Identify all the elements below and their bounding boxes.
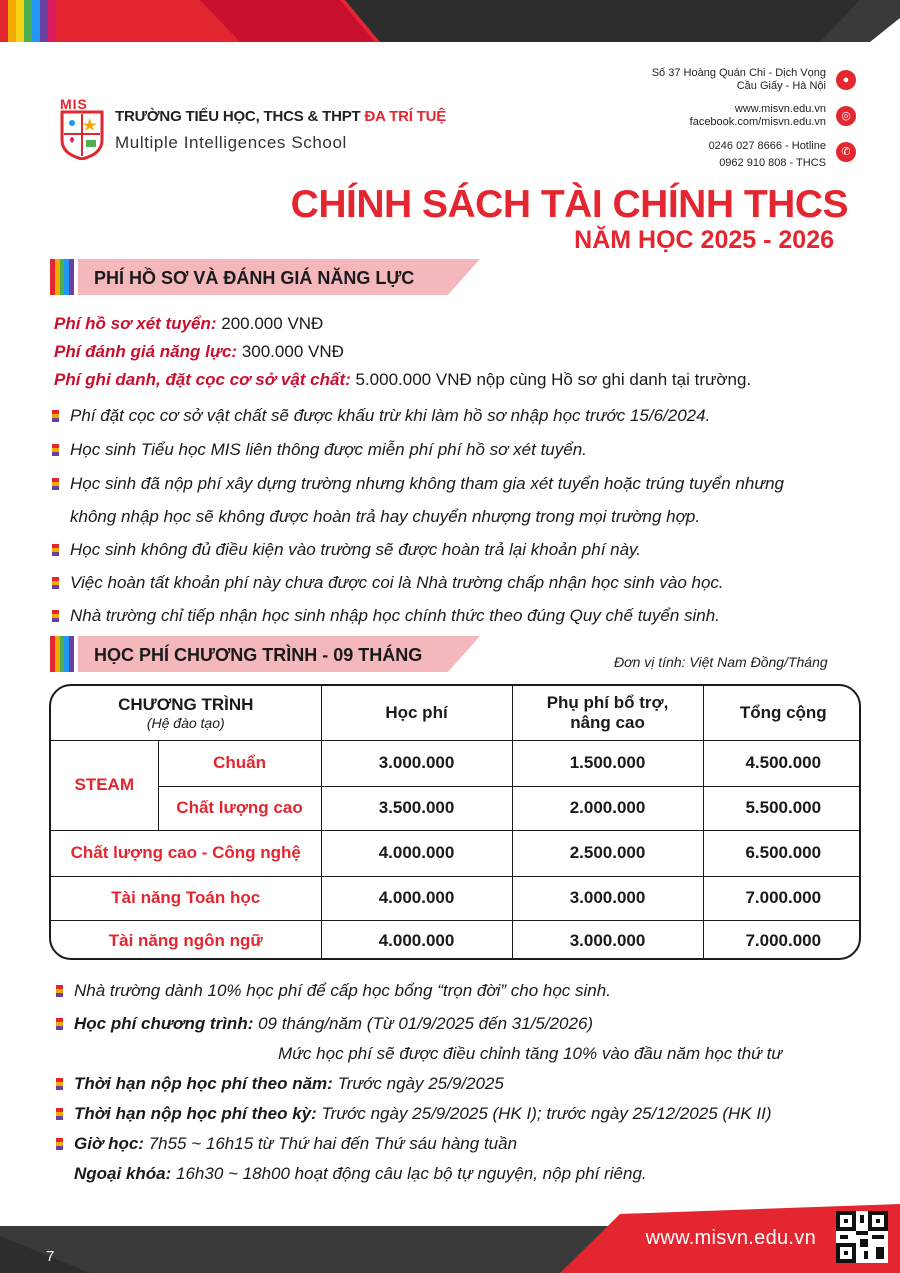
- note-item-continuation: Ngoại khóa: 16h30 ~ 18h00 hoạt động câu lạc bộ tự nguyện, nộp phí riêng.: [74, 1164, 647, 1183]
- page-title: CHÍNH SÁCH TÀI CHÍNH THCS: [290, 183, 848, 226]
- logo-abbreviation: MIS: [60, 96, 88, 112]
- extra-cell: 1.500.000: [512, 740, 703, 786]
- globe-icon: ◎: [836, 106, 856, 126]
- fee-line: Phí đánh giá năng lực: 300.000 VNĐ: [54, 342, 344, 361]
- school-name-english: Multiple Intelligences School: [115, 133, 347, 152]
- phone-block: 0246 027 8666 - Hotline 0962 910 808 - THCS: [708, 140, 826, 169]
- note-item: Phí đặt cọc cơ sở vật chất sẽ được khấu trừ khi làm hồ sơ nhập học trước 15/6/2024.: [52, 406, 710, 426]
- facebook-link[interactable]: facebook.com/misvn.edu.vn: [689, 116, 826, 128]
- tuition-cell: 4.000.000: [321, 830, 512, 876]
- tuition-cell: 3.000.000: [321, 740, 512, 786]
- total-cell: 4.500.000: [703, 740, 861, 786]
- table-row: [51, 830, 861, 876]
- note-item-continuation: Mức học phí sẽ được điều chỉnh tăng 10% vào đầu năm học thứ tư: [278, 1044, 783, 1063]
- currency-unit-note: Đơn vị tính: Việt Nam Đồng/Tháng: [614, 654, 828, 670]
- note-item-continuation: không nhập học sẽ không được hoàn trả hay chuyển nhượng trong mọi trường hợp.: [70, 507, 701, 526]
- bullet-icon: [56, 1138, 63, 1150]
- note-item: Giờ học: 7h55 ~ 16h15 từ Thứ hai đến Thứ sáu hàng tuần: [56, 1134, 517, 1154]
- section-heading: PHÍ HỒ SƠ VÀ ĐÁNH GIÁ NĂNG LỰC: [94, 268, 415, 288]
- total-cell: 7.000.000: [703, 876, 861, 920]
- table-row: [51, 920, 861, 960]
- tuition-table: [49, 684, 861, 960]
- note-item: Học sinh Tiểu học MIS liên thông được miễn phí phí hồ sơ xét tuyển.: [52, 440, 587, 460]
- note-item: Nhà trường chỉ tiếp nhận học sinh nhập học chính thức theo đúng Quy chế tuyển sinh.: [52, 606, 720, 626]
- school-shield-logo: [60, 110, 104, 160]
- table-header-row: [51, 686, 861, 740]
- note-item: Thời hạn nộp học phí theo năm: Trước ngày 25/9/2025: [56, 1074, 504, 1094]
- extra-cell: 2.000.000: [512, 786, 703, 830]
- total-cell: 5.500.000: [703, 786, 861, 830]
- table-row: [51, 786, 861, 830]
- note-item: Thời hạn nộp học phí theo kỳ: Trước ngày 25/9/2025 (HK I); trước ngày 25/12/2025 (HK II): [56, 1104, 772, 1124]
- note-item: Nhà trường dành 10% học phí để cấp học bổng “trọn đời” cho học sinh.: [56, 981, 611, 1001]
- header-extra-fee: Phụ phí bổ trợ, nâng cao: [512, 686, 703, 740]
- qr-code-icon: [836, 1211, 888, 1263]
- extra-cell: 2.500.000: [512, 830, 703, 876]
- page-number: 7: [46, 1248, 55, 1265]
- website-link[interactable]: www.misvn.edu.vn: [734, 103, 826, 115]
- bullet-icon: [52, 478, 59, 490]
- extra-cell: 3.000.000: [512, 920, 703, 960]
- web-block: [690, 103, 826, 129]
- table-row: [51, 740, 861, 786]
- note-item: Học sinh không đủ điều kiện vào trường sẽ được hoàn trả lại khoản phí này.: [52, 540, 641, 560]
- total-cell: 7.000.000: [703, 920, 861, 960]
- bullet-icon: [52, 444, 59, 456]
- total-cell: 6.500.000: [703, 830, 861, 876]
- program-cell: Chuẩn: [158, 740, 321, 786]
- bullet-icon: [52, 577, 59, 589]
- header-total: Tổng cộng: [703, 686, 861, 740]
- table-row: [51, 876, 861, 920]
- steam-label: STEAM: [51, 740, 158, 830]
- header-tuition: Học phí: [321, 686, 512, 740]
- fee-line: Phí ghi danh, đặt cọc cơ sở vật chất: 5.000.000 VNĐ nộp cùng Hồ sơ ghi danh tại trường.: [54, 370, 752, 389]
- address-block: Số 37 Hoàng Quán Chi - Dịch Vọng Cầu Giấy - Hà Nội: [651, 67, 826, 92]
- note-item: Việc hoàn tất khoản phí này chưa được coi là Nhà trường chấp nhận học sinh vào học.: [52, 573, 724, 593]
- top-decoration: [0, 0, 900, 42]
- section-header-tuition: [50, 636, 480, 672]
- extra-cell: 3.000.000: [512, 876, 703, 920]
- section-heading: HỌC PHÍ CHƯƠNG TRÌNH - 09 THÁNG: [94, 645, 423, 665]
- tuition-cell: 4.000.000: [321, 920, 512, 960]
- header-program: CHƯƠNG TRÌNH (Hệ đào tạo): [51, 686, 321, 740]
- location-pin-icon: ●: [836, 70, 856, 90]
- footer-website-link[interactable]: www.misvn.edu.vn: [645, 1227, 816, 1249]
- note-item: Học sinh đã nộp phí xây dựng trường nhưng không tham gia xét tuyển hoặc trúng tuyển nhưng: [52, 474, 784, 494]
- bullet-icon: [56, 1018, 63, 1030]
- bullet-icon: [52, 544, 59, 556]
- program-cell: Chất lượng cao: [158, 786, 321, 830]
- school-name: TRƯỜNG TIỂU HỌC, THCS & THPT ĐA TRÍ TUỆ: [115, 108, 447, 125]
- fee-line: Phí hồ sơ xét tuyển: 200.000 VNĐ: [54, 314, 324, 333]
- phone-icon: ✆: [836, 142, 856, 162]
- program-cell: Tài năng ngôn ngữ: [51, 920, 321, 960]
- section-header-application-fees: [50, 259, 480, 295]
- bullet-icon: [56, 1108, 63, 1120]
- note-item: Học phí chương trình: 09 tháng/năm (Từ 01/9/2025 đến 31/5/2026): [56, 1014, 593, 1034]
- bullet-icon: [52, 610, 59, 622]
- bullet-icon: [52, 410, 59, 422]
- bullet-icon: [56, 985, 63, 997]
- bullet-icon: [56, 1078, 63, 1090]
- tuition-cell: 4.000.000: [321, 876, 512, 920]
- program-cell: Tài năng Toán học: [51, 876, 321, 920]
- program-cell: Chất lượng cao - Công nghệ: [51, 830, 321, 876]
- tuition-cell: 3.500.000: [321, 786, 512, 830]
- page-subtitle: NĂM HỌC 2025 - 2026: [574, 226, 834, 254]
